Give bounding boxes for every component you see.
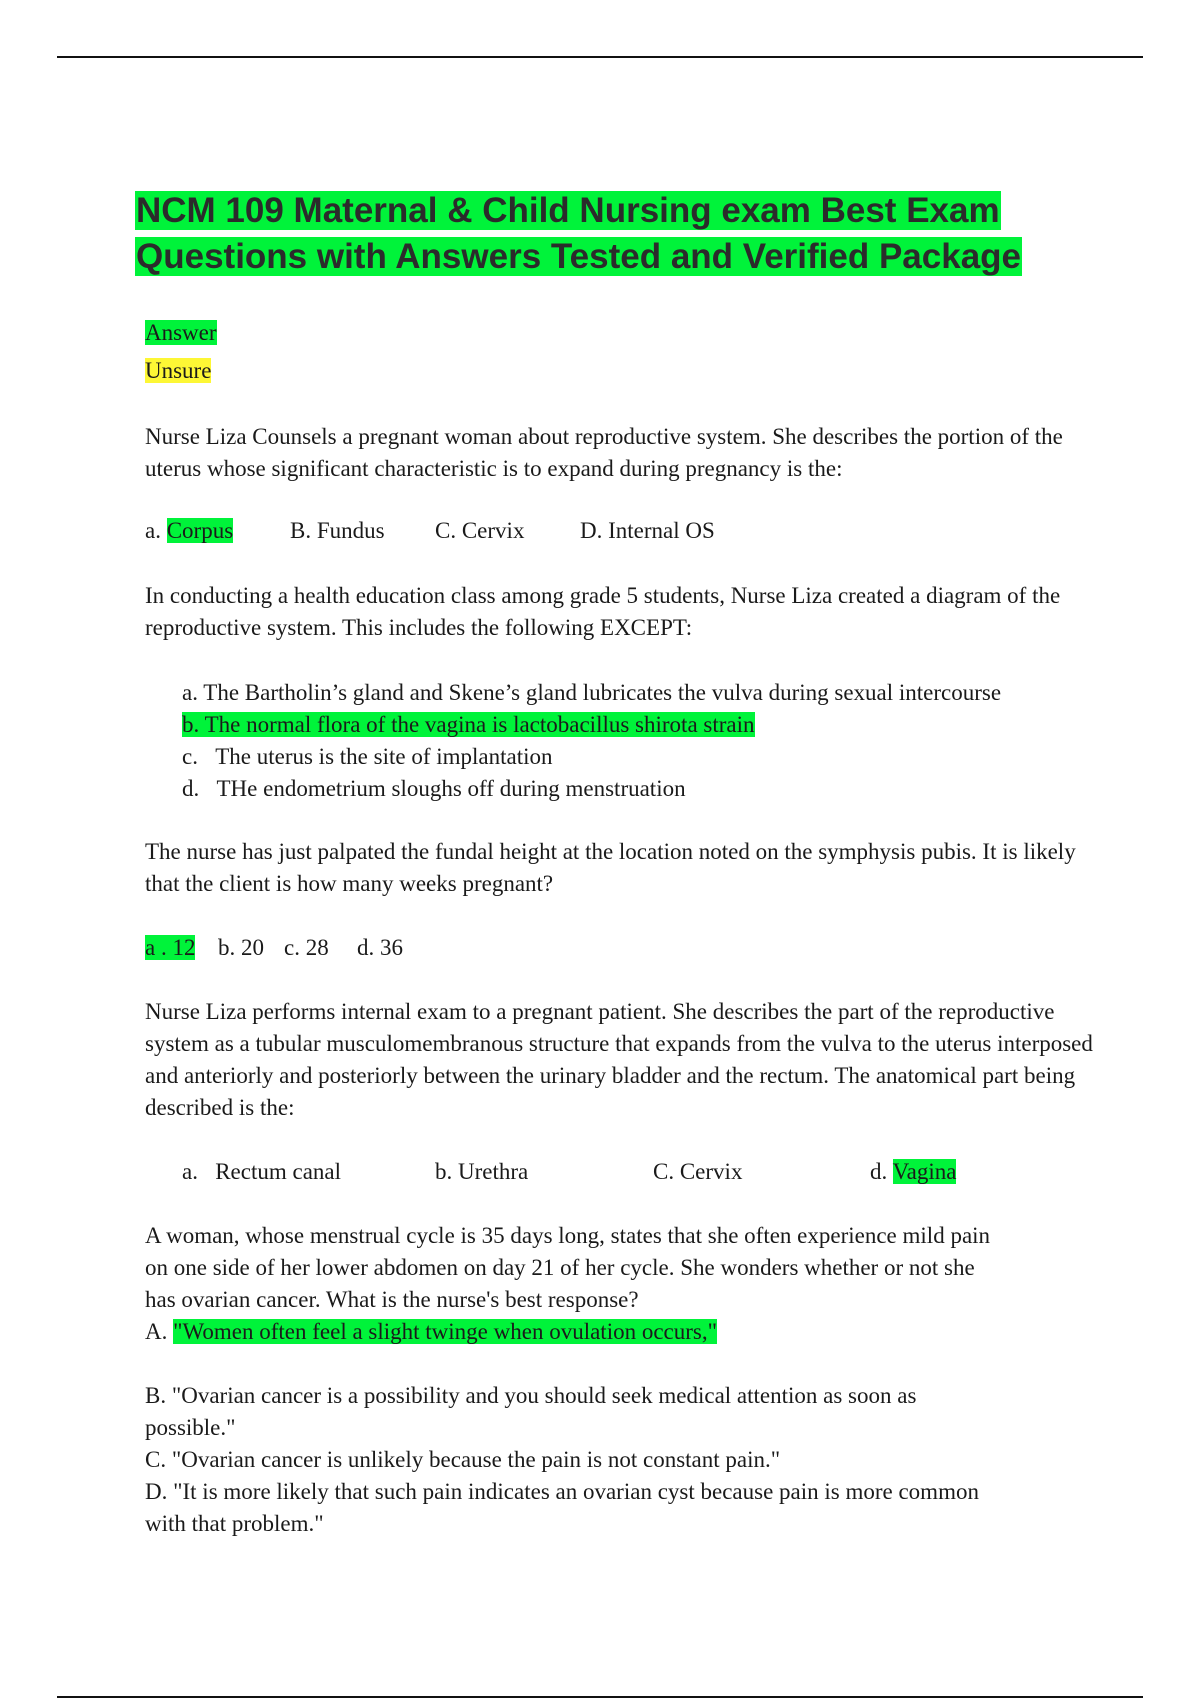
question-3-option-b: b. 20: [218, 935, 264, 960]
question-2-option-a: a. The Bartholin’s gland and Skene’s gland lubricates the vulva during sexual intercourse: [182, 680, 1002, 705]
question-5-option-d: D. "It is more likely that such pain indicates an ovarian cyst because pain is more common with that problem.": [145, 1479, 979, 1536]
question-2-option-b: [182, 709, 755, 741]
document-title: NCM 109 Maternal & Child Nursing exam Best Exam Questions with Answers Tested and Verified Package: [136, 191, 1021, 276]
question-4-text: Nurse Liza performs internal exam to a pregnant patient. She describes the part of the reproductive system as a tubular musculomembranous structure that expands from the vulva to the uterus interposed and anteriorly and posteriorly between the urinary bladder and the rectum. The anatomical part being described is the:: [145, 999, 1093, 1120]
correct-answer: Vagina: [892, 1159, 957, 1184]
question-4-option-b: b. Urethra: [435, 1159, 529, 1184]
question-5-option-a: A. "Women often feel a slight twinge when ovulation occurs,": [145, 1319, 717, 1344]
question-4-option-d: d. Vagina: [870, 1159, 957, 1184]
correct-answer: "Women often feel a slight twinge when ovulation occurs,": [173, 1319, 717, 1344]
correct-answer: a . 12: [145, 935, 196, 960]
question-1-text: Nurse Liza Counsels a pregnant woman about reproductive system. She describes the portion of the uterus whose significant characteristic is to expand during pregnancy is the:: [145, 424, 1063, 481]
correct-answer: b. The normal flora of the vagina is lactobacillus shirota strain: [182, 712, 755, 737]
question-1-option-a: a. Corpus: [145, 518, 234, 543]
legend-unsure: Unsure: [145, 358, 212, 383]
top-rule: [57, 56, 1143, 58]
question-3-option-d: d. 36: [357, 935, 403, 960]
question-1-option-b: B. Fundus: [290, 518, 385, 543]
question-3-option-c: c. 28: [284, 935, 329, 960]
question-5-option-b: B. "Ovarian cancer is a possibility and you should seek medical attention as soon as possible.": [145, 1383, 917, 1440]
correct-answer: Corpus: [166, 518, 234, 543]
question-1-option-d: D. Internal OS: [580, 518, 715, 543]
question-4-option-a: a. Rectum canal: [182, 1159, 342, 1184]
question-4-option-c: C. Cervix: [653, 1159, 743, 1184]
question-1-option-c: C. Cervix: [435, 518, 525, 543]
question-5-text: A woman, whose menstrual cycle is 35 days long, states that she often experience mild pain on one side of her lower abdomen on day 21 of her cycle. She wonders whether or not she has ovarian cancer. What is the nurse's best response?: [145, 1223, 991, 1312]
question-3-text: The nurse has just palpated the fundal height at the location noted on the symphysis pubis. It is likely that the client is how many weeks pregnant?: [145, 839, 1076, 896]
question-2-option-c: c. The uterus is the site of implantation: [182, 744, 553, 769]
bottom-rule: [57, 1696, 1143, 1698]
question-5-option-c: C. "Ovarian cancer is unlikely because the pain is not constant pain.": [145, 1447, 781, 1472]
question-2-text: In conducting a health education class among grade 5 students, Nurse Liza created a diagram of the reproductive system. This includes the following EXCEPT:: [145, 583, 1061, 640]
question-2-option-d: d. THe endometrium sloughs off during menstruation: [182, 776, 686, 801]
question-3-option-a: [145, 932, 195, 964]
legend-answer: Answer: [145, 320, 217, 345]
